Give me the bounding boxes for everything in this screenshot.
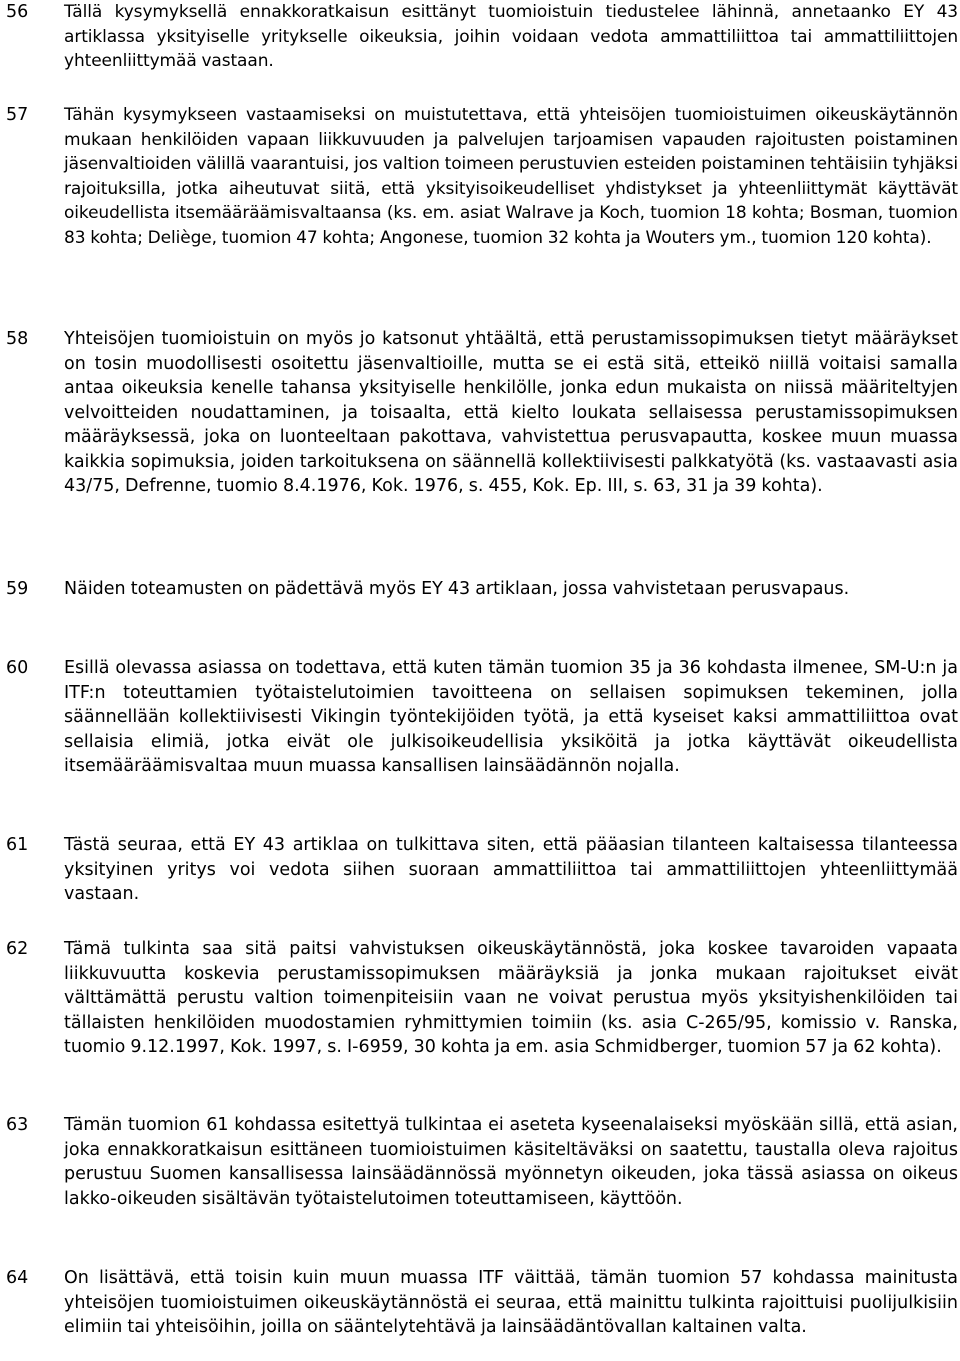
paragraph-62 [0,937,960,1060]
paragraph-text: Tämän tuomion 61 kohdassa esitettyä tulkintaa ei aseteta kyseenalaiseksi myöskään sillä, että asian, joka ennakkoratkaisun esittäneen tuomioistuimen käsiteltäväksi on saatettu, taustalla oleva rajoitus perustuu Suomen kansallisessa lainsäädännössä myönnetyn oikeuden, joka tässä asiassa on oikeus lakko-oikeuden sisältävän työtaistelutoimen toteuttamiseen, käyttöön. [64,1115,958,1209]
paragraph-56 [0,0,960,74]
paragraph-number: 59 [6,579,29,599]
paragraph-text: Esillä olevassa asiassa on todettava, että kuten tämän tuomion 35 ja 36 kohdasta ilmenee, SM-U:n ja ITF:n toteuttamien työtaistelutoimien tavoitteena on sellaisen sopimuksen tekeminen, jolla säännellään kollektiivisesti Vikingin työntekijöiden työtä, ja että kyseiset kaksi ammattiliittoa ovat sellaisia elimiä, jotka eivät ole julkisoikeudellisia yksiköitä ja jotka käyttävät oikeudellista itsemääräämisvaltaa muun muassa kansallisen lainsäädännön nojalla. [64,658,958,776]
paragraph-number: 64 [6,1268,29,1288]
paragraph-58 [0,327,960,499]
paragraph-number: 60 [6,658,29,678]
paragraph-text: Tästä seuraa, että EY 43 artiklaa on tulkittava siten, että pääasian tilanteen kaltaisessa tilanteessa yksityinen yritys voi vedota siihen suoraan ammattiliittoa tai ammattiliittojen yhteenliittymää vastaan. [64,835,958,904]
paragraph-63 [0,1113,960,1211]
paragraph-59 [0,577,960,602]
paragraph-number: 57 [6,105,29,125]
paragraph-text: Näiden toteamusten on pädettävä myös EY 43 artiklaan, jossa vahvistetaan perusvapaus. [64,579,850,599]
paragraph-text: Tällä kysymyksellä ennakkoratkaisun esittänyt tuomioistuin tiedustelee lähinnä, annetaanko EY 43 artiklassa yksityiselle yritykselle oikeuksia, joihin voidaan vedota ammattiliittoa tai ammattiliittojen yhteenliittymää vastaan. [64,2,958,71]
paragraph-text: Tämä tulkinta saa sitä paitsi vahvistuksen oikeuskäytännöstä, joka koskee tavaroiden vapaata liikkuvuutta koskevia perustamissopimuksen määräyksiä ja jonka mukaan rajoitukset eivät välttämättä perustu valtion toimenpiteisiin vaan ne voivat perustua myös yksityishenkilöiden tai tällaisten henkilöiden muodostamien ryhmittymien toimiin (ks. asia C-265/95, komissio v. Ranska, tuomio 9.12.1997, Kok. 1997, s. I-6959, 30 kohta ja em. asia Schmidberger, tuomion 57 ja 62 kohta). [64,939,958,1057]
paragraph-number: 56 [6,2,29,22]
paragraph-61 [0,833,960,907]
paragraph-60 [0,656,960,779]
paragraph-number: 62 [6,939,29,959]
paragraph-text: Yhteisöjen tuomioistuin on myös jo katsonut yhtäältä, että perustamissopimuksen tietyt määräykset on tosin muodollisesti osoitettu jäsenvaltioille, mutta se ei estä sitä, etteikö niillä voitaisi samalla antaa oikeuksia kenelle tahansa yksityiselle henkilölle, jonka edun mukaista on niissä määriteltyjen velvoitteiden noudattaminen, ja toisaalta, että kielto loukata sellaisessa perustamissopimuksen määräyksessä, joka on luonteeltaan pakottava, vahvistettua perusvapautta, koskee muun muassa kaikkia sopimuksia, joiden tarkoituksena on säännellä kollektiivisesti palkkatyötä (ks. vastaavasti asia 43/75, Defrenne, tuomio 8.4.1976, Kok. 1976, s. 455, Kok. Ep. III, s. 63, 31 ja 39 kohta). [64,329,958,496]
paragraph-text: On lisättävä, että toisin kuin muun muassa ITF väittää, tämän tuomion 57 kohdassa mainitusta yhteisöjen tuomioistuimen oikeuskäytännöstä ei seuraa, että mainittu tulkinta rajoittuisi puolijulkisiin elimiin tai yhteisöihin, joilla on sääntelytehtävä ja lainsäädäntövallan kaltainen valta. [64,1268,958,1337]
paragraph-64 [0,1266,960,1340]
paragraph-number: 58 [6,329,29,349]
paragraph-number: 63 [6,1115,29,1135]
paragraph-text: Tähän kysymykseen vastaamiseksi on muistutettava, että yhteisöjen tuomioistuimen oikeuskäytännön mukaan henkilöiden vapaan liikkuvuuden ja palvelujen tarjoamisen vapauden rajoitusten poistaminen jäsenvaltioiden välillä vaarantuisi, jos valtion toimeen perustuvien esteiden poistaminen tehtäisiin tyhjäksi rajoituksilla, jotka aiheutuvat siitä, että yksityisoikeudelliset yhdistykset ja yhteenliittymät käyttävät oikeudellista itsemääräämisvaltaansa (ks. em. asiat Walrave ja Koch, tuomion 18 kohta; Bosman, tuomion 83 kohta; Deliège, tuomion 47 kohta; Angonese, tuomion 32 kohta ja Wouters ym., tuomion 120 kohta). [64,105,958,248]
paragraph-number: 61 [6,835,29,855]
paragraph-57 [0,103,960,250]
